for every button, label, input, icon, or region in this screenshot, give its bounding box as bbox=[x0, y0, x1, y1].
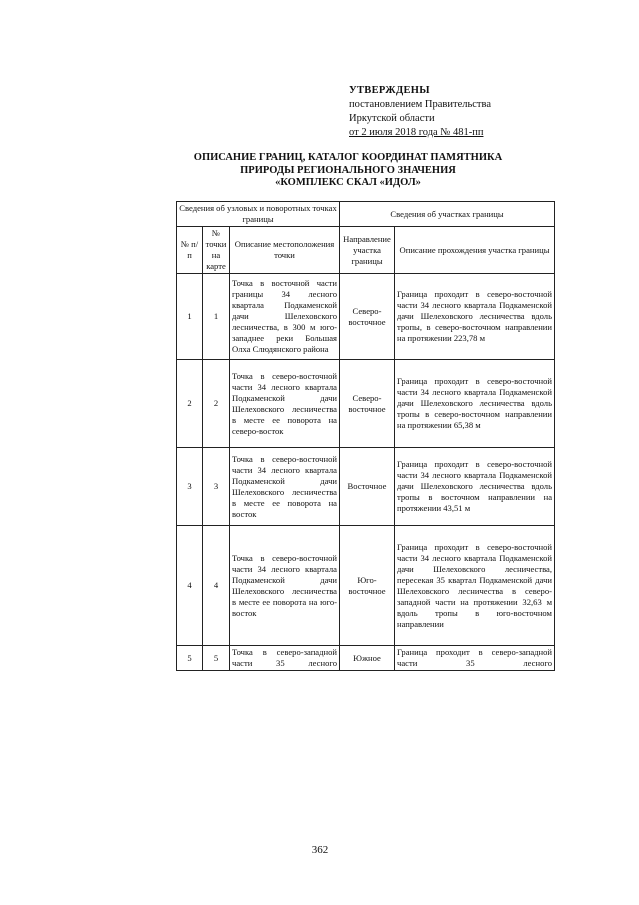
row-point-description: Точка в северо-восточной части 34 лесного квартала Подкаменской дачи Шелеховского лесничества в месте ее поворота на восток bbox=[230, 448, 340, 526]
row-segment-description: Граница проходит в северо-восточной части 34 лесного квартала Подкаменской дачи Шелеховского лесничества вдоль тропы в северо-восточном направлении на протяжении 65,38 м bbox=[395, 360, 555, 448]
row-point-description: Точка в северо-восточной части 34 лесного квартала Подкаменской дачи Шелеховского лесничества в месте ее поворота на северо-восток bbox=[230, 360, 340, 448]
table-row bbox=[177, 526, 555, 646]
row-number: 5 bbox=[177, 646, 203, 671]
row-direction: Северо-восточное bbox=[340, 274, 395, 360]
title-line-3: «КОМПЛЕКС СКАЛ «ИДОЛ» bbox=[275, 177, 421, 188]
approval-block bbox=[349, 84, 579, 140]
row-map-point: 2 bbox=[203, 360, 230, 448]
table-group-header-row bbox=[177, 202, 555, 227]
document-title bbox=[150, 152, 546, 190]
row-direction: Южное bbox=[340, 646, 395, 671]
row-point-description: Точка в восточной части границы 34 лесного квартала Подкаменской дачи Шелеховского лесничества, в 300 м юго-западнее реки Большая Олха Слюдянского района bbox=[230, 274, 340, 360]
approval-line-1: постановлением Правительства bbox=[349, 99, 492, 110]
approval-line-2: Иркутской области bbox=[349, 113, 435, 124]
row-segment-description-text: Граница проходит в северо-западной части 35 лесного bbox=[397, 647, 553, 668]
row-map-point: 4 bbox=[203, 526, 230, 646]
column-header-map-point: № точки на карте bbox=[203, 227, 230, 274]
row-point-description: Точка в северо-восточной части 34 лесного квартала Подкаменской дачи Шелеховского лесничества в месте ее поворота на юго-восток bbox=[230, 526, 340, 646]
row-number: 2 bbox=[177, 360, 203, 448]
approval-heading: УТВЕРЖДЕНЫ bbox=[349, 85, 430, 96]
row-segment-description: Граница проходит в северо-восточной части 34 лесного квартала Подкаменской дачи Шелеховского лесничества, пересекая 35 квартал Подкаменской дачи Шелеховского лесничества в северо-западной части на протяжении 32,63 м вдоль тропы в юго-восточном направлении bbox=[395, 526, 555, 646]
table-column-header-row bbox=[177, 227, 555, 274]
table-row bbox=[177, 448, 555, 526]
row-point-description bbox=[230, 646, 340, 671]
row-map-point: 5 bbox=[203, 646, 230, 671]
title-line-1: ОПИСАНИЕ ГРАНИЦ, КАТАЛОГ КООРДИНАТ ПАМЯТНИКА bbox=[193, 152, 503, 163]
group-header-points: Сведения об узловых и поворотных точках границы bbox=[177, 202, 340, 227]
row-number: 3 bbox=[177, 448, 203, 526]
column-header-point-description: Описание местоположения точки bbox=[230, 227, 340, 274]
row-point-description-text: Точка в северо-западной части 35 лесного bbox=[232, 647, 337, 668]
row-number: 1 bbox=[177, 274, 203, 360]
table-row bbox=[177, 646, 555, 671]
table-row bbox=[177, 360, 555, 448]
row-map-point: 3 bbox=[203, 448, 230, 526]
row-number: 4 bbox=[177, 526, 203, 646]
row-segment-description: Граница проходит в северо-восточной части 34 лесного квартала Подкаменской дачи Шелеховского лесничества вдоль тропы, в северо-восточном направлении на протяжении 223,78 м bbox=[395, 274, 555, 360]
boundary-table bbox=[176, 201, 555, 671]
column-header-direction: Направление участка границы bbox=[340, 227, 395, 274]
row-direction: Северо-восточное bbox=[340, 360, 395, 448]
column-header-segment-description: Описание прохождения участка границы bbox=[395, 227, 555, 274]
table-row bbox=[177, 274, 555, 360]
row-direction: Восточное bbox=[340, 448, 395, 526]
row-direction: Юго-восточное bbox=[340, 526, 395, 646]
column-header-number: № п/п bbox=[177, 227, 203, 274]
group-header-segments: Сведения об участках границы bbox=[340, 202, 555, 227]
row-segment-description: Граница проходит в северо-восточной части 34 лесного квартала Подкаменской дачи Шелеховского лесничества вдоль тропы в восточном направлении на протяжении 43,51 м bbox=[395, 448, 555, 526]
page-number: 362 bbox=[311, 844, 329, 856]
title-line-2: ПРИРОДЫ РЕГИОНАЛЬНОГО ЗНАЧЕНИЯ bbox=[240, 164, 456, 176]
row-map-point: 1 bbox=[203, 274, 230, 360]
approval-line-3: от 2 июля 2018 года № 481-пп bbox=[349, 127, 484, 138]
row-segment-description bbox=[395, 646, 555, 671]
